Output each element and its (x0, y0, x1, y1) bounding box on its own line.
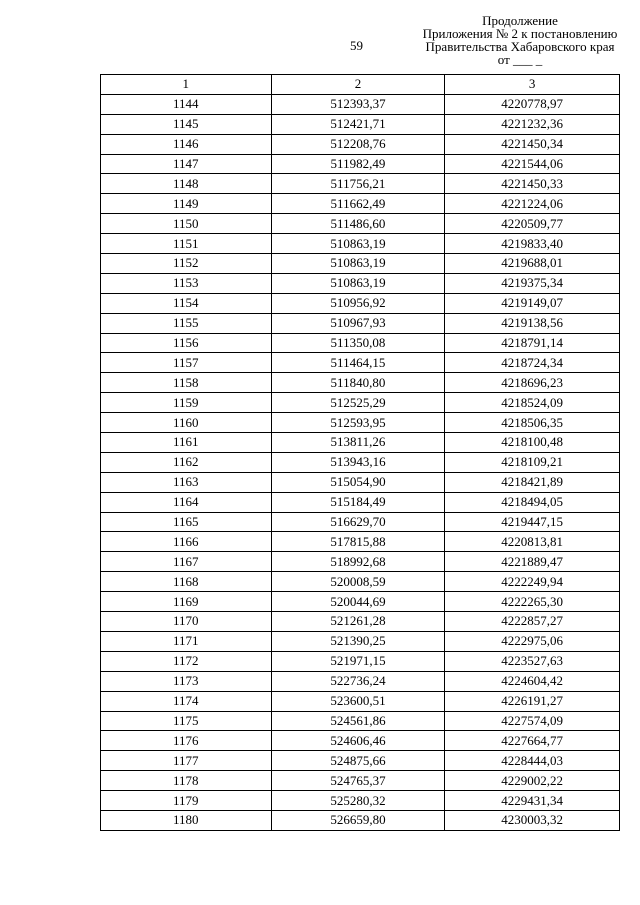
cell-point-number: 1167 (101, 552, 272, 572)
cell-x-coordinate: 513811,26 (271, 433, 445, 453)
cell-x-coordinate: 526659,80 (271, 810, 445, 830)
cell-point-number: 1174 (101, 691, 272, 711)
table-row (101, 254, 620, 274)
cell-y-coordinate: 4222265,30 (445, 592, 620, 612)
cell-y-coordinate: 4218724,34 (445, 353, 620, 373)
table-row (101, 731, 620, 751)
cell-x-coordinate: 512593,95 (271, 413, 445, 433)
table-row (101, 552, 620, 572)
cell-y-coordinate: 4219375,34 (445, 273, 620, 293)
cell-x-coordinate: 520008,59 (271, 572, 445, 592)
cell-y-coordinate: 4223527,63 (445, 651, 620, 671)
cell-point-number: 1175 (101, 711, 272, 731)
table-row (101, 671, 620, 691)
cell-point-number: 1170 (101, 612, 272, 632)
table-row (101, 592, 620, 612)
column-header-x: 2 (271, 75, 445, 95)
cell-y-coordinate: 4220509,77 (445, 214, 620, 234)
cell-x-coordinate: 512525,29 (271, 393, 445, 413)
cell-y-coordinate: 4221450,33 (445, 174, 620, 194)
table-row (101, 174, 620, 194)
table-row (101, 612, 620, 632)
table-row (101, 353, 620, 373)
header-line-date: от ___ _ (497, 52, 543, 67)
table-row (101, 114, 620, 134)
cell-y-coordinate: 4220778,97 (445, 94, 620, 114)
cell-y-coordinate: 4229002,22 (445, 771, 620, 791)
cell-y-coordinate: 4219833,40 (445, 234, 620, 254)
table-row (101, 293, 620, 313)
cell-x-coordinate: 512393,37 (271, 94, 445, 114)
cell-point-number: 1158 (101, 373, 272, 393)
cell-y-coordinate: 4221544,06 (445, 154, 620, 174)
cell-y-coordinate: 4227574,09 (445, 711, 620, 731)
table-row (101, 572, 620, 592)
cell-point-number: 1155 (101, 313, 272, 333)
cell-point-number: 1157 (101, 353, 272, 373)
table-row (101, 492, 620, 512)
cell-point-number: 1152 (101, 254, 272, 274)
cell-x-coordinate: 510863,19 (271, 273, 445, 293)
table-body (101, 94, 620, 830)
table-row (101, 373, 620, 393)
cell-point-number: 1151 (101, 234, 272, 254)
cell-y-coordinate: 4224604,42 (445, 671, 620, 691)
cell-y-coordinate: 4218421,89 (445, 472, 620, 492)
cell-point-number: 1168 (101, 572, 272, 592)
cell-x-coordinate: 516629,70 (271, 512, 445, 532)
appendix-header (420, 14, 620, 66)
cell-y-coordinate: 4219149,07 (445, 293, 620, 313)
cell-point-number: 1161 (101, 433, 272, 453)
cell-x-coordinate: 521971,15 (271, 651, 445, 671)
cell-point-number: 1180 (101, 810, 272, 830)
table-row (101, 273, 620, 293)
cell-x-coordinate: 511350,08 (271, 333, 445, 353)
cell-x-coordinate: 515184,49 (271, 492, 445, 512)
cell-y-coordinate: 4226191,27 (445, 691, 620, 711)
cell-point-number: 1156 (101, 333, 272, 353)
table-row (101, 512, 620, 532)
cell-y-coordinate: 4221232,36 (445, 114, 620, 134)
cell-x-coordinate: 510863,19 (271, 254, 445, 274)
header-line-continuation: Продолжение (482, 13, 558, 28)
cell-x-coordinate: 524561,86 (271, 711, 445, 731)
cell-x-coordinate: 522736,24 (271, 671, 445, 691)
cell-x-coordinate: 511662,49 (271, 194, 445, 214)
cell-y-coordinate: 4219688,01 (445, 254, 620, 274)
table-row (101, 472, 620, 492)
column-header-y: 3 (445, 75, 620, 95)
cell-point-number: 1150 (101, 214, 272, 234)
cell-point-number: 1162 (101, 452, 272, 472)
cell-x-coordinate: 525280,32 (271, 791, 445, 811)
header-line-government: Правительства Хабаровского края (425, 39, 615, 54)
cell-y-coordinate: 4222975,06 (445, 631, 620, 651)
cell-point-number: 1153 (101, 273, 272, 293)
cell-x-coordinate: 520044,69 (271, 592, 445, 612)
table-row (101, 771, 620, 791)
cell-y-coordinate: 4222857,27 (445, 612, 620, 632)
cell-point-number: 1146 (101, 134, 272, 154)
cell-y-coordinate: 4218109,21 (445, 452, 620, 472)
cell-y-coordinate: 4218506,35 (445, 413, 620, 433)
cell-y-coordinate: 4221889,47 (445, 552, 620, 572)
page-number: 59 (350, 38, 363, 53)
cell-point-number: 1166 (101, 532, 272, 552)
header-line-appendix: Приложения № 2 к постановлению (422, 26, 618, 41)
table-row (101, 711, 620, 731)
cell-y-coordinate: 4221450,34 (445, 134, 620, 154)
cell-point-number: 1148 (101, 174, 272, 194)
cell-point-number: 1171 (101, 631, 272, 651)
table-row (101, 433, 620, 453)
cell-y-coordinate: 4229431,34 (445, 791, 620, 811)
table-row (101, 134, 620, 154)
coordinates-table (100, 74, 620, 831)
cell-x-coordinate: 510956,92 (271, 293, 445, 313)
cell-x-coordinate: 523600,51 (271, 691, 445, 711)
cell-y-coordinate: 4219447,15 (445, 512, 620, 532)
cell-y-coordinate: 4218494,05 (445, 492, 620, 512)
cell-y-coordinate: 4222249,94 (445, 572, 620, 592)
cell-x-coordinate: 511756,21 (271, 174, 445, 194)
cell-point-number: 1163 (101, 472, 272, 492)
cell-x-coordinate: 511464,15 (271, 353, 445, 373)
table-header-row (101, 75, 620, 95)
cell-x-coordinate: 511840,80 (271, 373, 445, 393)
cell-point-number: 1172 (101, 651, 272, 671)
cell-x-coordinate: 511486,60 (271, 214, 445, 234)
cell-x-coordinate: 524606,46 (271, 731, 445, 751)
cell-x-coordinate: 521261,28 (271, 612, 445, 632)
cell-x-coordinate: 518992,68 (271, 552, 445, 572)
cell-y-coordinate: 4218791,14 (445, 333, 620, 353)
cell-x-coordinate: 510967,93 (271, 313, 445, 333)
cell-x-coordinate: 524875,66 (271, 751, 445, 771)
cell-point-number: 1149 (101, 194, 272, 214)
cell-point-number: 1179 (101, 791, 272, 811)
cell-point-number: 1147 (101, 154, 272, 174)
cell-x-coordinate: 512208,76 (271, 134, 445, 154)
cell-point-number: 1164 (101, 492, 272, 512)
cell-y-coordinate: 4218100,48 (445, 433, 620, 453)
table-row (101, 393, 620, 413)
cell-point-number: 1165 (101, 512, 272, 532)
cell-x-coordinate: 521390,25 (271, 631, 445, 651)
table-row (101, 194, 620, 214)
cell-x-coordinate: 512421,71 (271, 114, 445, 134)
table-row (101, 94, 620, 114)
cell-point-number: 1159 (101, 393, 272, 413)
cell-y-coordinate: 4227664,77 (445, 731, 620, 751)
table-row (101, 333, 620, 353)
cell-point-number: 1173 (101, 671, 272, 691)
table-row (101, 631, 620, 651)
table-row (101, 751, 620, 771)
table-row (101, 691, 620, 711)
cell-x-coordinate: 511982,49 (271, 154, 445, 174)
cell-x-coordinate: 510863,19 (271, 234, 445, 254)
cell-point-number: 1178 (101, 771, 272, 791)
cell-x-coordinate: 524765,37 (271, 771, 445, 791)
cell-x-coordinate: 515054,90 (271, 472, 445, 492)
cell-y-coordinate: 4228444,03 (445, 751, 620, 771)
table-row (101, 413, 620, 433)
cell-y-coordinate: 4230003,32 (445, 810, 620, 830)
table-row (101, 154, 620, 174)
cell-point-number: 1177 (101, 751, 272, 771)
cell-point-number: 1169 (101, 592, 272, 612)
column-header-point-number: 1 (101, 75, 272, 95)
cell-point-number: 1160 (101, 413, 272, 433)
table-row (101, 791, 620, 811)
cell-y-coordinate: 4219138,56 (445, 313, 620, 333)
table-row (101, 313, 620, 333)
cell-x-coordinate: 513943,16 (271, 452, 445, 472)
cell-point-number: 1154 (101, 293, 272, 313)
table-row (101, 452, 620, 472)
cell-y-coordinate: 4218696,23 (445, 373, 620, 393)
cell-y-coordinate: 4218524,09 (445, 393, 620, 413)
table-row (101, 234, 620, 254)
cell-point-number: 1145 (101, 114, 272, 134)
cell-point-number: 1144 (101, 94, 272, 114)
cell-y-coordinate: 4220813,81 (445, 532, 620, 552)
cell-y-coordinate: 4221224,06 (445, 194, 620, 214)
cell-point-number: 1176 (101, 731, 272, 751)
table-row (101, 532, 620, 552)
cell-x-coordinate: 517815,88 (271, 532, 445, 552)
table-row (101, 214, 620, 234)
table-row (101, 651, 620, 671)
table-row (101, 810, 620, 830)
